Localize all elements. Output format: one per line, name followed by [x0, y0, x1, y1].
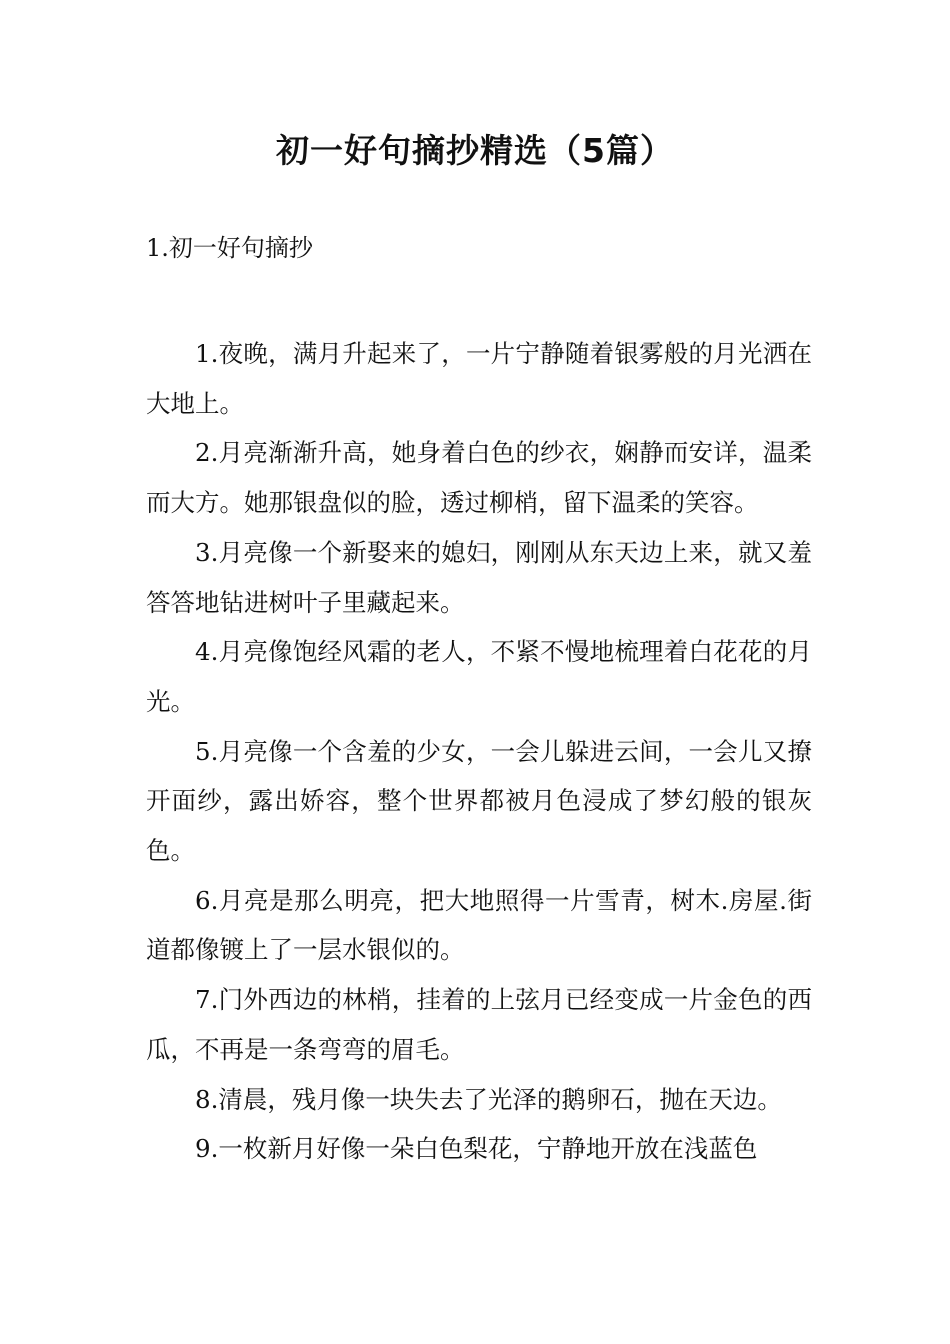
- paragraph: 8.清晨，残月像一块失去了光泽的鹅卵石，抛在天边。: [195, 1084, 782, 1114]
- paragraph: 7.门外西边的林梢，挂着的上弦月已经变成一片金色的西瓜，不再是一条弯弯的眉毛。: [146, 985, 812, 1064]
- paragraph: 3.月亮像一个新娶来的媳妇，刚刚从东天边上来，就又羞答答地钻进树叶子里藏起来。: [146, 537, 812, 617]
- paragraph: 4.月亮像饱经风霜的老人，不紧不慢地梳理着白花花的月光。: [146, 637, 812, 716]
- section-heading: 1.初一好句摘抄: [146, 234, 313, 262]
- paragraph: 5.月亮像一个含羞的少女，一会儿躲进云间，一会儿又撩开面纱，露出娇容，整个世界都被月色浸成了梦幻般的银灰色。: [146, 736, 812, 866]
- paragraph: 6.月亮是那么明亮，把大地照得一片雪青，树木.房屋.街道都像镀上了一层水银似的。: [146, 885, 812, 965]
- paragraph: 2.月亮渐渐升高，她身着白色的纱衣，娴静而安详，温柔而大方。她那银盘似的脸，透过柳梢，留下温柔的笑容。: [146, 438, 812, 518]
- document-title: 初一好句摘抄精选（5篇）: [276, 131, 674, 170]
- paragraph: 9.一枚新月好像一朵白色梨花，宁静地开放在浅蓝色: [195, 1134, 758, 1164]
- body-text: [146, 329, 812, 1174]
- paragraph: 1.夜晚，满月升起来了，一片宁静随着银雾般的月光洒在大地上。: [146, 339, 812, 418]
